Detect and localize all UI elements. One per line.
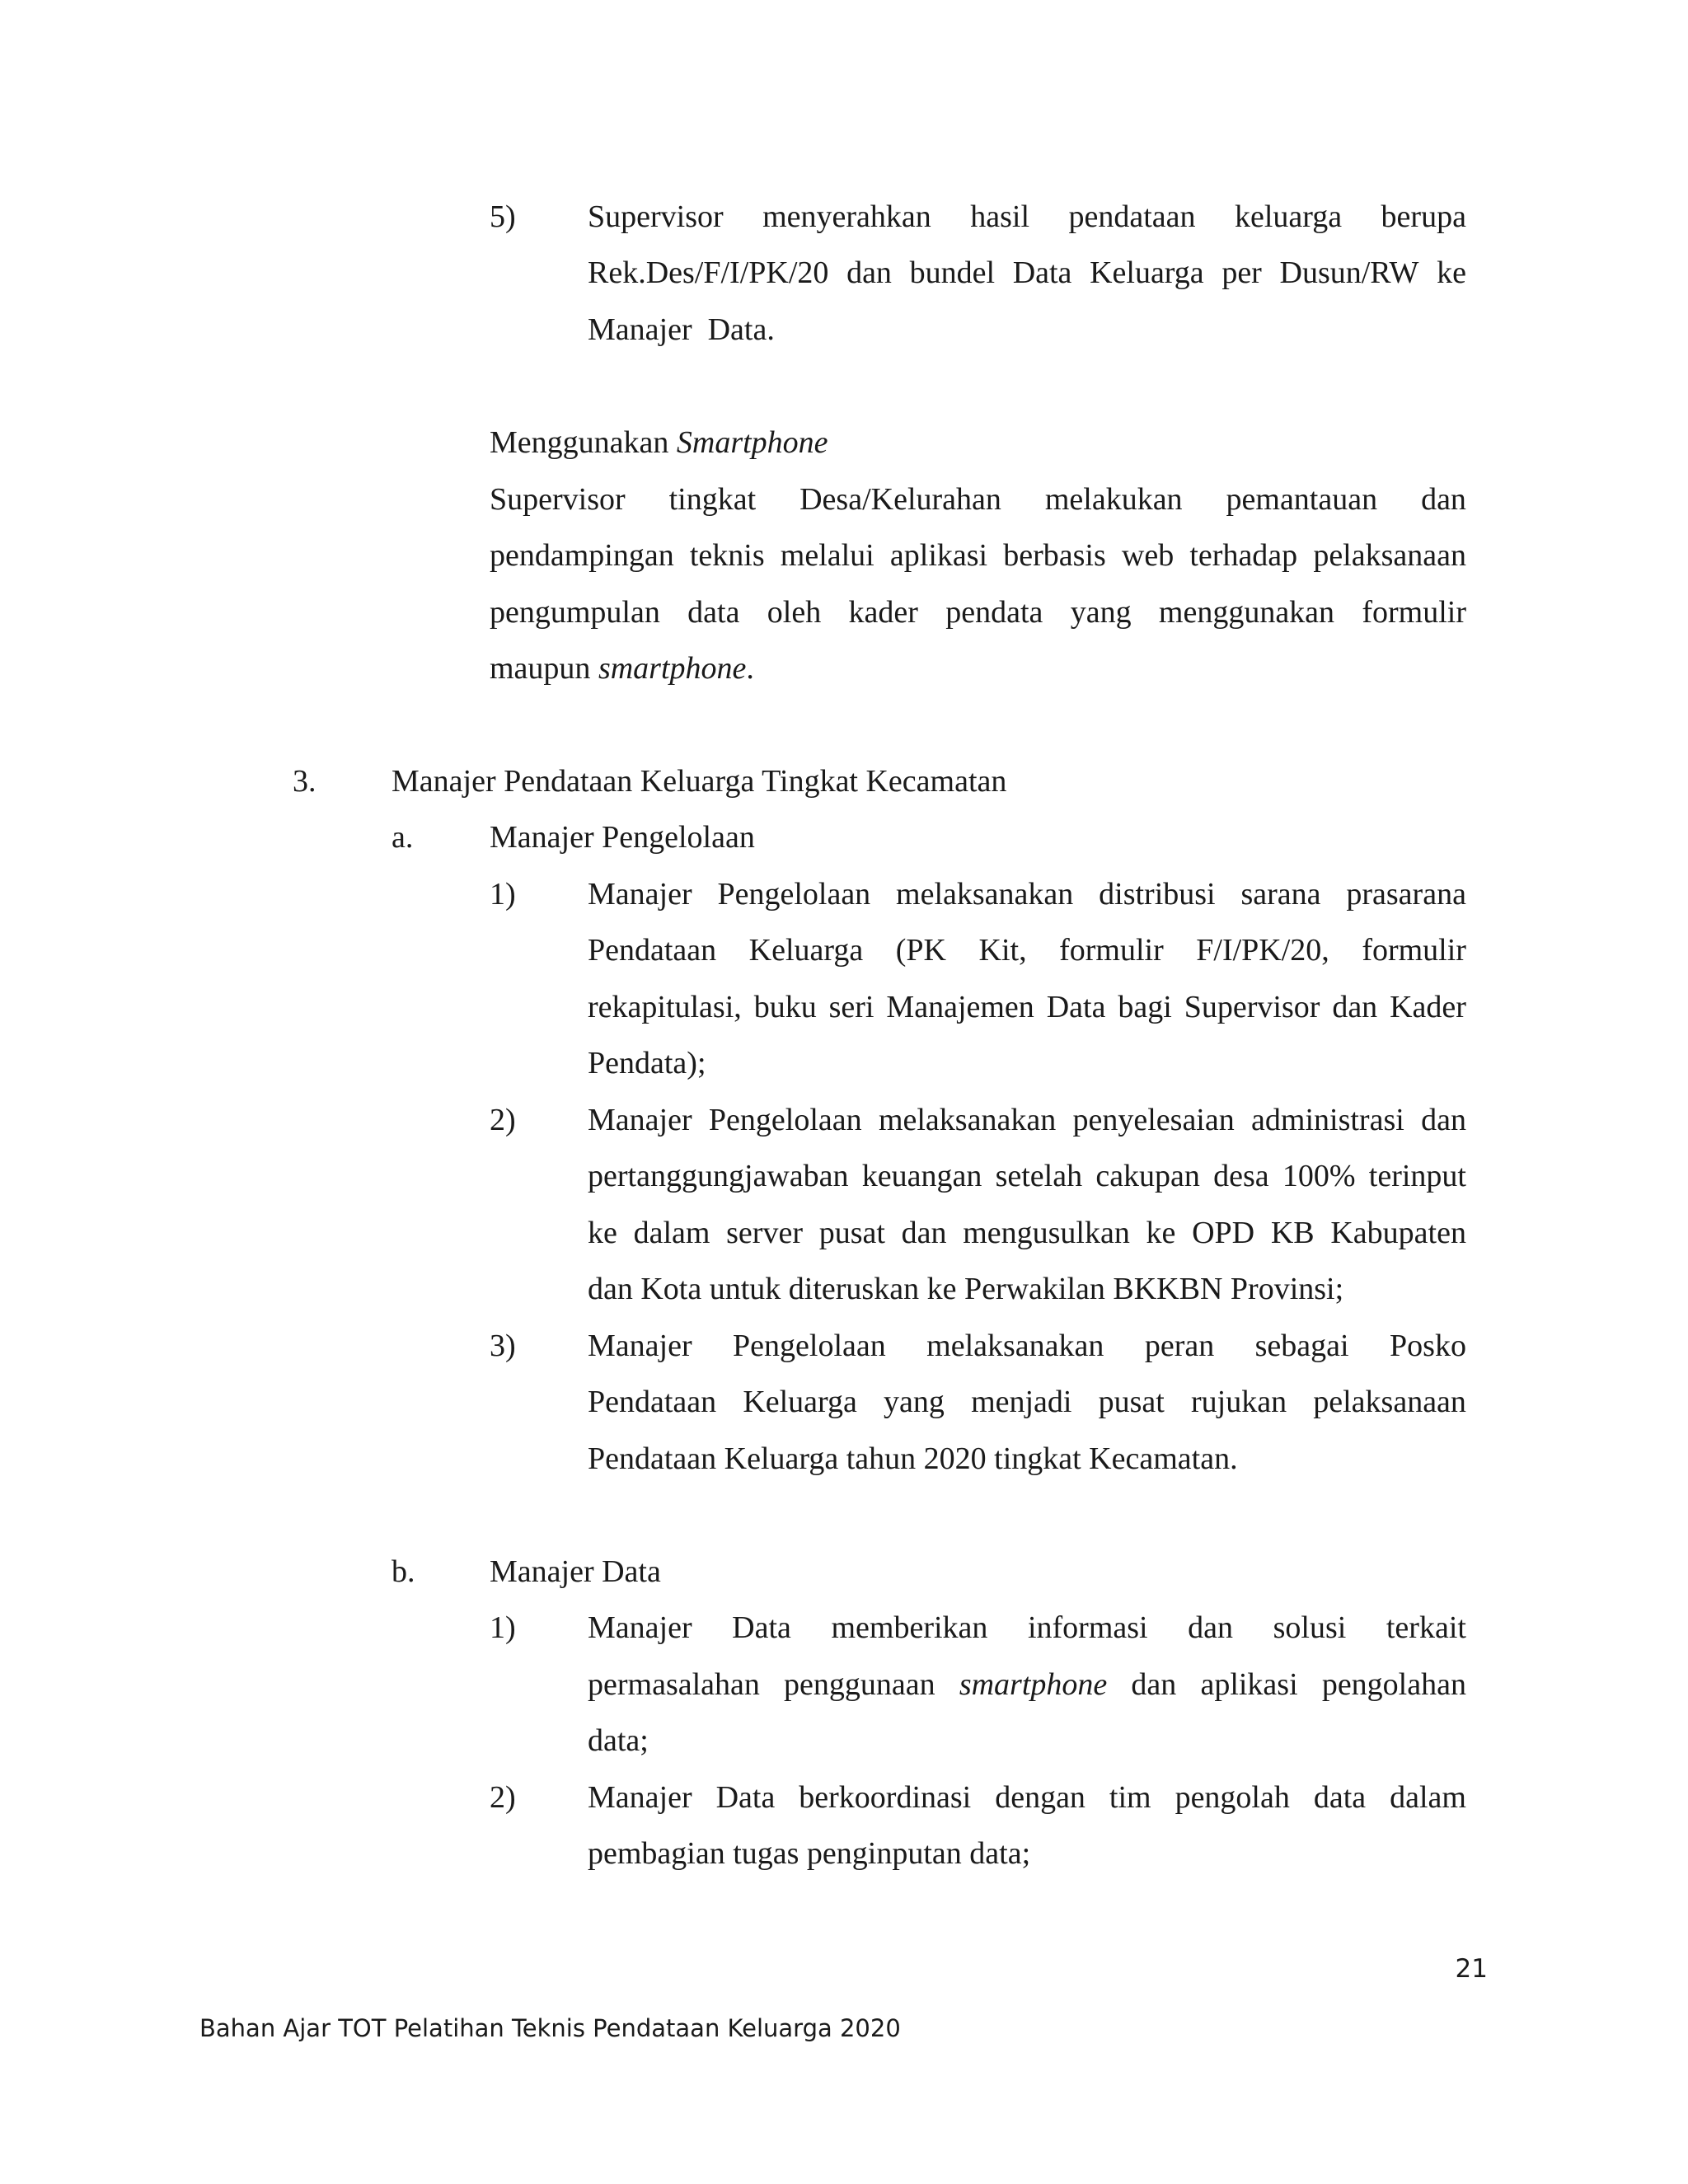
word: web — [1121, 538, 1175, 573]
word: berkoordinasi — [799, 1780, 972, 1815]
word: tingkat — [668, 482, 757, 517]
a-item-2-line-4: dan Kota untuk diteruskan ke Perwakilan BKKBN Provinsi; — [588, 1272, 1344, 1306]
word: Data — [1012, 255, 1072, 290]
word-italic: smartphone — [959, 1667, 1108, 1702]
word: pemantauan — [1226, 482, 1378, 517]
b-item-1-marker: 1) — [490, 1610, 516, 1645]
word: melalui — [780, 538, 874, 573]
word: dengan — [995, 1780, 1085, 1815]
word: distribusi — [1099, 877, 1216, 912]
word: setelah — [995, 1159, 1083, 1193]
word: teknis — [689, 538, 765, 573]
word: Posko — [1390, 1329, 1466, 1363]
word: pendataan — [1068, 199, 1196, 234]
a-item-2-line-2 — [588, 1157, 1466, 1195]
word: oleh — [767, 595, 822, 630]
word: rujukan — [1191, 1385, 1287, 1419]
smartphone-heading — [490, 424, 828, 462]
word: dan — [901, 1216, 947, 1250]
b-item-2-line-2: pembagian tugas penginputan data; — [588, 1836, 1031, 1871]
word: prasarana — [1346, 877, 1466, 912]
word: Manajer — [588, 1610, 692, 1645]
word: dan — [1421, 482, 1466, 517]
a-item-3-line-1 — [588, 1327, 1466, 1365]
word: menyerahkan — [762, 199, 931, 234]
item-5-line-1 — [588, 198, 1466, 236]
word: pengolah — [1175, 1780, 1290, 1815]
smartphone-line4-italic: smartphone — [598, 651, 747, 686]
word: Manajemen — [886, 990, 1034, 1024]
word: permasalahan — [588, 1667, 760, 1702]
item-5-line-2 — [588, 254, 1466, 292]
word: dan — [1188, 1610, 1234, 1645]
word: menggunakan — [1158, 595, 1335, 630]
a-item-2-line-1 — [588, 1101, 1466, 1139]
word: dan — [846, 255, 892, 290]
word: Pendataan — [588, 933, 717, 968]
smartphone-para-line-2 — [490, 537, 1466, 574]
word: terinput — [1368, 1159, 1466, 1193]
word: Kader — [1390, 990, 1466, 1024]
word: sarana — [1240, 877, 1321, 912]
word: pengumpulan — [490, 595, 660, 630]
word: aplikasi — [1200, 1667, 1298, 1702]
word: penyelesaian — [1072, 1103, 1235, 1137]
word: Keluarga — [1090, 255, 1204, 290]
word: melaksanakan — [896, 877, 1074, 912]
word: formulir — [1059, 933, 1164, 968]
word: berupa — [1381, 199, 1466, 234]
word: melaksanakan — [878, 1103, 1057, 1137]
word: seri — [828, 990, 874, 1024]
word: dalam — [1390, 1780, 1466, 1815]
word: keuangan — [861, 1159, 982, 1193]
smartphone-line4-prefix: maupun — [490, 651, 598, 686]
word: Manajer — [588, 1780, 692, 1815]
word: solusi — [1273, 1610, 1347, 1645]
b-item-1-line-2 — [588, 1666, 1466, 1704]
a-item-2-line-3 — [588, 1214, 1466, 1252]
word: Pengelolaan — [708, 1103, 862, 1137]
word: cakupan — [1095, 1159, 1200, 1193]
word: aplikasi — [889, 538, 988, 573]
word: sebagai — [1254, 1329, 1349, 1363]
word: Rek.Des/F/I/PK/20 — [588, 255, 829, 290]
word: peran — [1144, 1329, 1215, 1363]
word: Manajer — [588, 1103, 692, 1137]
word: yang — [884, 1385, 945, 1419]
word: melakukan — [1044, 482, 1183, 517]
word: dan — [1131, 1667, 1177, 1702]
word: berbasis — [1003, 538, 1106, 573]
word: terkait — [1386, 1610, 1466, 1645]
word: buku — [753, 990, 817, 1024]
section-3-title: Manajer Pendataan Keluarga Tingkat Kecamatan — [392, 764, 1007, 799]
word: data — [687, 595, 740, 630]
b-item-2-marker: 2) — [490, 1780, 516, 1815]
word: Data — [1046, 990, 1106, 1024]
word: penggunaan — [784, 1667, 935, 1702]
word: pendampingan — [490, 538, 674, 573]
word: Manajer — [588, 877, 692, 912]
word: F/I/PK/20, — [1196, 933, 1329, 968]
word: informasi — [1027, 1610, 1148, 1645]
word: yang — [1070, 595, 1132, 630]
a-item-1-marker: 1) — [490, 877, 516, 912]
word: Manajer — [588, 1329, 692, 1363]
b-item-1-line-3: data; — [588, 1723, 649, 1758]
word: Pengelolaan — [717, 877, 871, 912]
word: Keluarga — [748, 933, 864, 968]
item-5-line-3: Manajer Data. — [588, 312, 775, 347]
smartphone-para-line-4 — [490, 649, 754, 687]
word: keluarga — [1234, 199, 1343, 234]
word: data — [1313, 1780, 1367, 1815]
word: ke — [588, 1216, 617, 1250]
a-item-1-line-1 — [588, 875, 1466, 913]
word: hasil — [970, 199, 1030, 234]
b-item-1-line-1 — [588, 1609, 1466, 1647]
word: per — [1221, 255, 1262, 290]
subsection-a-marker: a. — [392, 820, 414, 855]
word: tim — [1109, 1780, 1151, 1815]
subsection-b-title: Manajer Data — [490, 1554, 661, 1589]
a-item-1-line-2 — [588, 931, 1466, 969]
smartphone-para-line-1 — [490, 480, 1466, 518]
word: Pengelolaan — [733, 1329, 886, 1363]
word: Desa/Kelurahan — [799, 482, 1001, 517]
word: Dusun/RW — [1279, 255, 1419, 290]
word: Data — [732, 1610, 791, 1645]
page-footer: Bahan Ajar TOT Pelatihan Teknis Pendataan Keluarga 2020 — [199, 2014, 901, 2042]
word: rekapitulasi, — [588, 990, 742, 1024]
word: pusat — [818, 1216, 885, 1250]
word: Pendataan — [588, 1385, 717, 1419]
word: melaksanakan — [926, 1329, 1104, 1363]
word: ke — [1146, 1216, 1176, 1250]
word: pelaksanaan — [1313, 538, 1466, 573]
word: pendata — [945, 595, 1043, 630]
a-item-3-marker: 3) — [490, 1329, 516, 1363]
word: menjadi — [971, 1385, 1072, 1419]
word: memberikan — [831, 1610, 988, 1645]
a-item-3-line-2 — [588, 1383, 1466, 1421]
subsection-b-marker: b. — [392, 1554, 415, 1589]
word: pertanggungjawaban — [588, 1159, 849, 1193]
word: dalam — [633, 1216, 710, 1250]
section-3-marker: 3. — [293, 764, 316, 799]
a-item-3-line-3: Pendataan Keluarga tahun 2020 tingkat Kecamatan. — [588, 1441, 1238, 1476]
word: pengolahan — [1321, 1667, 1466, 1702]
subsection-a-title: Manajer Pengelolaan — [490, 820, 755, 855]
b-item-2-line-1 — [588, 1779, 1466, 1816]
word: administrasi — [1251, 1103, 1404, 1137]
word: OPD — [1192, 1216, 1255, 1250]
smartphone-heading-italic: Smartphone — [676, 425, 828, 460]
item-5-marker: 5) — [490, 199, 516, 234]
word: desa — [1213, 1159, 1269, 1193]
a-item-2-marker: 2) — [490, 1103, 516, 1137]
word: 100% — [1282, 1159, 1356, 1193]
word: KB — [1270, 1216, 1315, 1250]
word: Data — [715, 1780, 776, 1815]
smartphone-heading-prefix: Menggunakan — [490, 425, 677, 460]
word: pusat — [1098, 1385, 1165, 1419]
word: terhadap — [1189, 538, 1298, 573]
smartphone-para-line-3 — [490, 593, 1466, 631]
word: Supervisor — [1184, 990, 1320, 1024]
word: pelaksanaan — [1313, 1385, 1466, 1419]
page-number: 21 — [1455, 1954, 1488, 1984]
a-item-1-line-4: Pendata); — [588, 1046, 706, 1080]
word: formulir — [1362, 933, 1466, 968]
word: ke — [1437, 255, 1466, 290]
word: Keluarga — [743, 1385, 857, 1419]
a-item-1-line-3 — [588, 988, 1466, 1026]
smartphone-line4-suffix: . — [746, 651, 754, 686]
word: Kabupaten — [1330, 1216, 1466, 1250]
word: Supervisor — [588, 199, 724, 234]
word: formulir — [1362, 595, 1466, 630]
word: Kit, — [978, 933, 1027, 968]
word: Supervisor — [490, 482, 626, 517]
word: kader — [848, 595, 918, 630]
word: (PK — [895, 933, 946, 968]
word: server — [726, 1216, 803, 1250]
word: mengusulkan — [963, 1216, 1130, 1250]
word: bundel — [909, 255, 996, 290]
word: bagi — [1118, 990, 1172, 1024]
word: dan — [1332, 990, 1378, 1024]
word: dan — [1421, 1103, 1466, 1137]
